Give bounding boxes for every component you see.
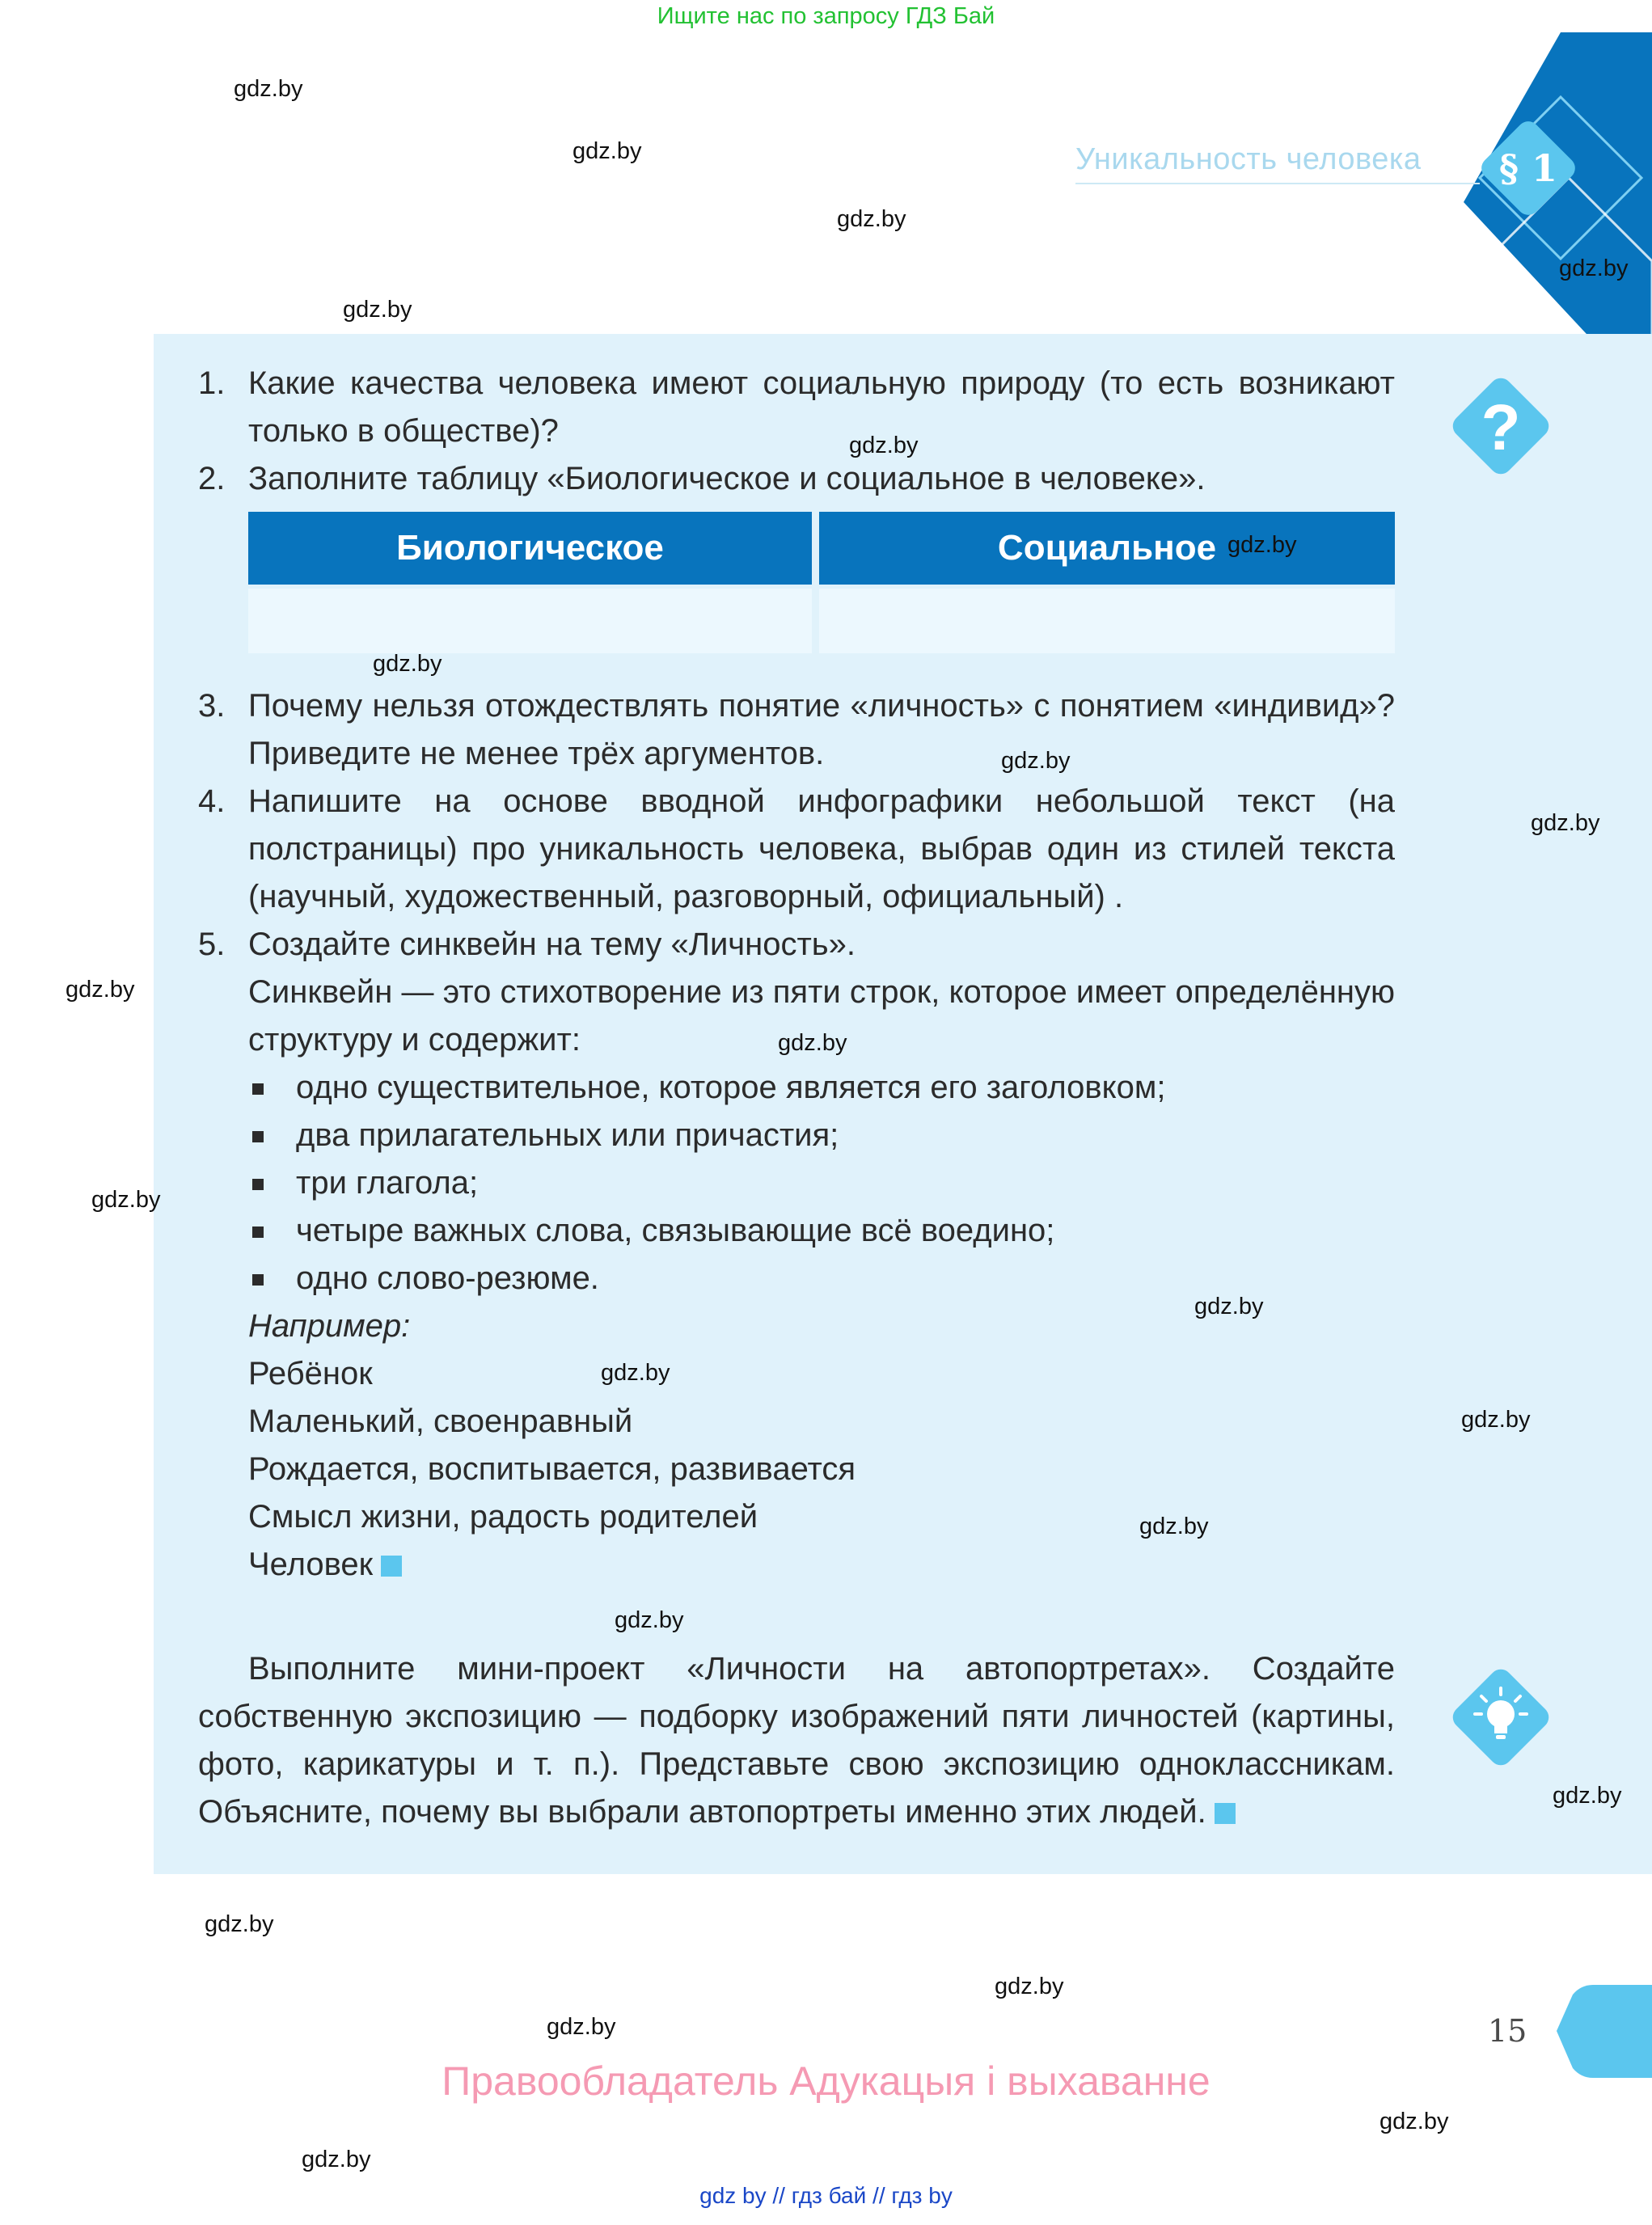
watermark: gdz.by bbox=[1379, 2109, 1449, 2134]
watermark: gdz.by bbox=[343, 297, 412, 323]
watermark: gdz.by bbox=[615, 1607, 684, 1633]
question-number: 1. bbox=[198, 365, 226, 401]
section-badge bbox=[1468, 108, 1589, 229]
watermark: gdz.by bbox=[65, 977, 135, 1003]
copyright-notice: Правообладатель Адукацыя і выхаванне bbox=[442, 2058, 1210, 2104]
watermark: gdz.by bbox=[837, 206, 906, 232]
table-cell-social bbox=[819, 589, 1395, 653]
watermark: gdz.by bbox=[1531, 810, 1600, 836]
table-header-social: Социальное bbox=[819, 512, 1395, 585]
example-line-last bbox=[248, 1541, 1395, 1589]
question-item bbox=[198, 778, 1395, 921]
top-banner[interactable]: Ищите нас по запросу ГДЗ Бай bbox=[657, 3, 995, 29]
cinquain-rule: два прилагательных или причастия; bbox=[248, 1112, 1395, 1159]
cinquain-definition: Синквейн — это стихотворение из пяти строк, которое имеет определённую структуру и содержит: bbox=[248, 974, 1395, 1058]
watermark: gdz.by bbox=[1194, 1294, 1264, 1319]
question-number: 4. bbox=[198, 783, 226, 819]
bio-social-table bbox=[248, 512, 1395, 657]
watermark: gdz.by bbox=[1461, 1407, 1531, 1433]
watermark: gdz.by bbox=[302, 2147, 371, 2172]
cinquain-block bbox=[198, 969, 1395, 1589]
question-number: 2. bbox=[198, 461, 226, 496]
watermark: gdz.by bbox=[995, 1974, 1064, 1999]
watermark: gdz.by bbox=[572, 138, 642, 164]
question-item bbox=[198, 682, 1395, 778]
question-item bbox=[198, 360, 1395, 455]
watermark: gdz.by bbox=[1227, 532, 1297, 558]
watermark: gdz.by bbox=[547, 2014, 616, 2040]
section-title: Уникальность человека bbox=[1075, 142, 1422, 176]
page-number: 15 bbox=[1488, 2013, 1527, 2049]
question-mark-icon: ? bbox=[1481, 391, 1521, 463]
example-line: Человек bbox=[248, 1547, 374, 1582]
question-number: 3. bbox=[198, 688, 226, 724]
watermark: gdz.by bbox=[91, 1187, 161, 1213]
table-cell-biological bbox=[248, 589, 812, 653]
section-title-underline bbox=[1075, 183, 1480, 184]
watermark: gdz.by bbox=[1553, 1783, 1622, 1809]
end-mark-icon bbox=[1215, 1803, 1236, 1824]
end-mark-icon bbox=[381, 1556, 402, 1577]
watermark: gdz.by bbox=[234, 76, 303, 102]
question-text: Какие качества человека имеют социальную природу (то есть возникают только в обществе)? bbox=[248, 365, 1395, 449]
cinquain-rules bbox=[248, 1064, 1395, 1302]
example-line: Маленький, своенравный bbox=[248, 1404, 633, 1439]
question-item bbox=[198, 455, 1395, 503]
watermark: gdz.by bbox=[205, 1911, 274, 1937]
watermark: gdz.by bbox=[778, 1030, 847, 1056]
cinquain-rule: три глагола; bbox=[248, 1159, 1395, 1207]
mini-project-text bbox=[198, 1645, 1395, 1836]
question-text: Напишите на основе вводной инфографики небольшой текст (на полстраницы) про уникальность человека, выбрав один из стилей текста (научный, художественный, разговорный, официальный) . bbox=[248, 783, 1395, 914]
watermark: gdz.by bbox=[1559, 255, 1629, 281]
question-badge bbox=[1441, 366, 1561, 486]
mini-project-body: Выполните мини-проект «Личности на автопортретах». Создайте собственную экспозицию — подборку изображений пяти личностей (картины, фото, карикатуры и т. п.). Представьте свою экспозицию одноклассникам. Объясните, почему вы выбрали автопортреты именно этих людей. bbox=[198, 1651, 1395, 1830]
example-label: Например: bbox=[248, 1308, 411, 1344]
section-badge-label: § 1 bbox=[1498, 146, 1558, 190]
question-item bbox=[198, 921, 1395, 969]
watermark: gdz.by bbox=[1139, 1514, 1209, 1539]
example-line: Рождается, воспитывается, развивается bbox=[248, 1451, 856, 1487]
question-text: Заполните таблицу «Биологическое и социальное в человеке». bbox=[248, 461, 1206, 496]
cinquain-rule: четыре важных слова, связывающие всё воедино; bbox=[248, 1207, 1395, 1255]
cinquain-rule: одно существительное, которое является его заголовком; bbox=[248, 1064, 1395, 1112]
project-badge bbox=[1441, 1657, 1561, 1777]
question-text: Почему нельзя отождествлять понятие «личность» с понятием «индивид»? Приведите не менее трёх аргументов. bbox=[248, 688, 1395, 771]
watermark: gdz.by bbox=[1001, 748, 1071, 774]
watermark: gdz.by bbox=[849, 433, 919, 458]
question-text: Создайте синквейн на тему «Личность». bbox=[248, 927, 856, 962]
cinquain-rule: одно слово-резюме. bbox=[248, 1255, 1395, 1302]
example-line: Ребёнок bbox=[248, 1356, 373, 1391]
example-line: Смысл жизни, радость родителей bbox=[248, 1499, 758, 1535]
watermark: gdz.by bbox=[373, 651, 442, 677]
watermark: gdz.by bbox=[601, 1360, 670, 1386]
question-number: 5. bbox=[198, 927, 226, 962]
table-header-biological: Биологическое bbox=[248, 512, 812, 585]
lightbulb-icon bbox=[1441, 1657, 1561, 1777]
footer-links[interactable]: gdz by // гдз бай // гдз by bbox=[699, 2183, 953, 2208]
